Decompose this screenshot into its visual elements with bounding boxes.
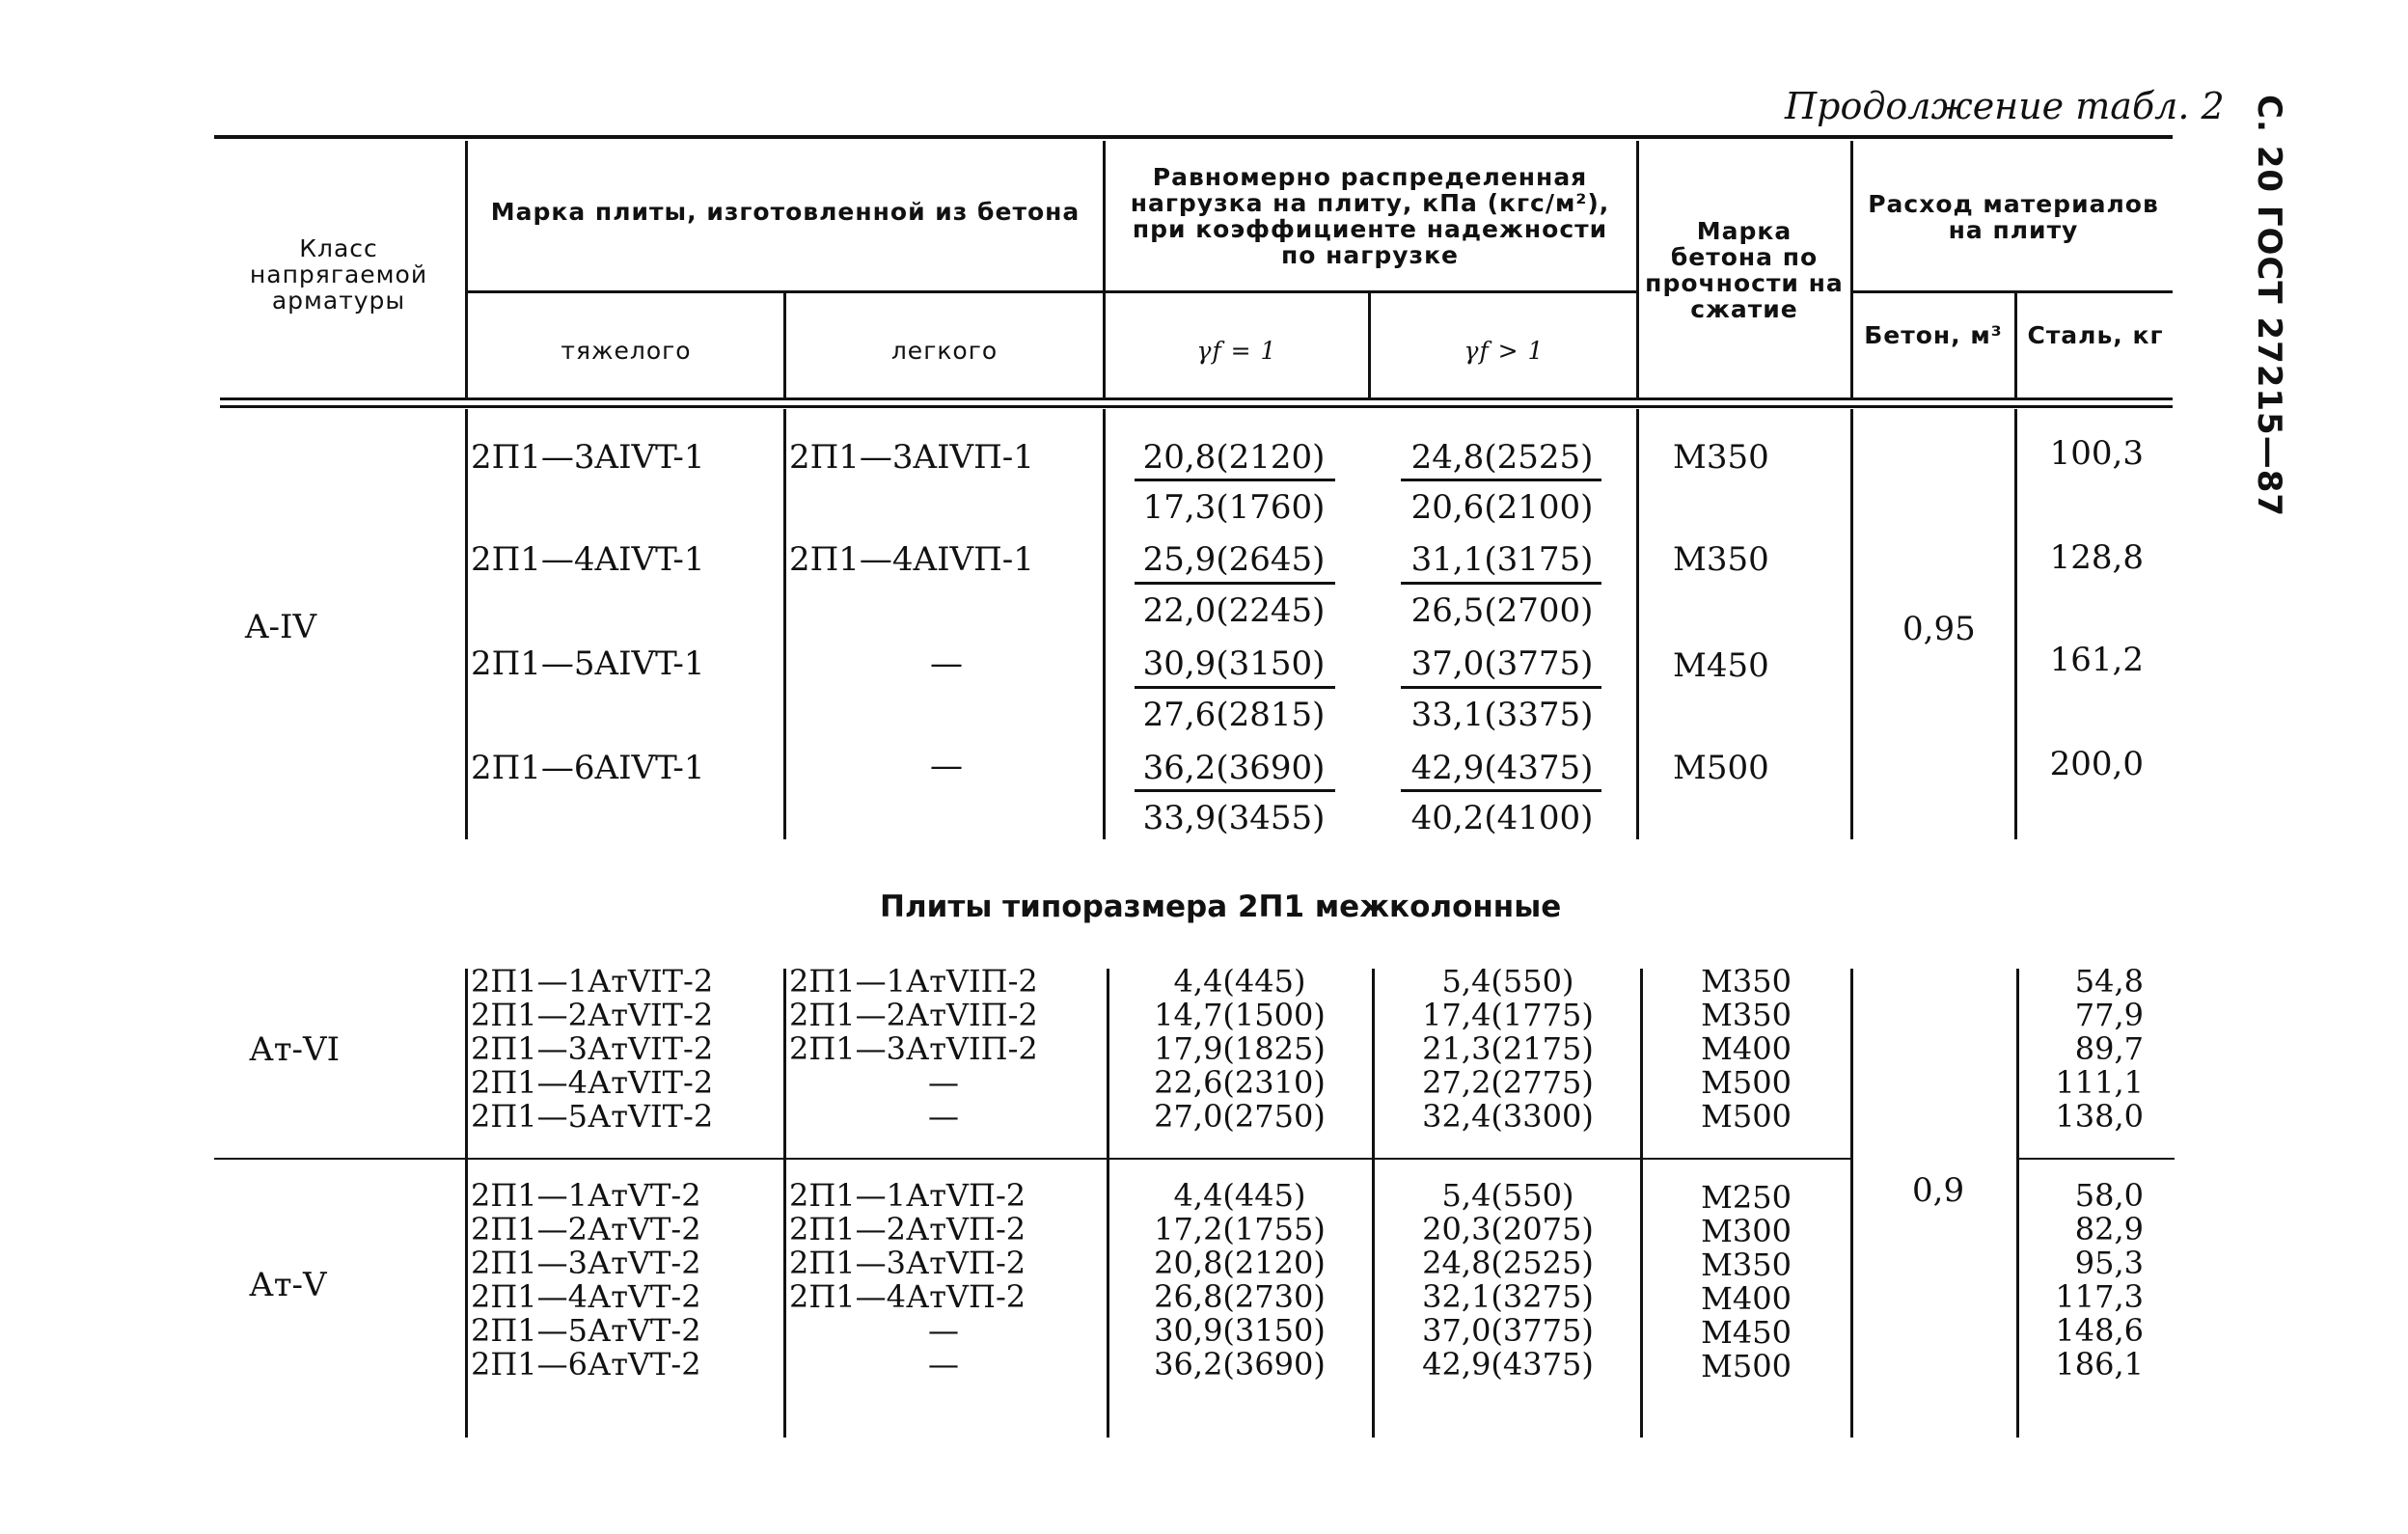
s1-gamma1-top: 25,9(2645)	[1142, 540, 1326, 579]
s2b-light-marks	[789, 1179, 1098, 1382]
continuation-title: Продолжение табл. 2	[1785, 85, 2225, 127]
header-concrete-grade: Марка бетона по прочности на сжатие	[1645, 217, 1844, 323]
s1-gamma1-bot: 33,9(3455)	[1142, 799, 1326, 837]
s1-gamma1-bot: 27,6(2815)	[1142, 696, 1326, 734]
s2b-heavy-marks: 2П1—1АтVТ-2 2П1—2АтVТ-2 2П1—3АтVТ-2 2П1—4АтVТ-2 2П1—5АтVТ-2 2П1—6АтVТ-2	[471, 1177, 701, 1383]
class-at-vi: Ат-VI	[249, 1030, 341, 1069]
section1-concrete-volume: 0,95	[1902, 610, 1976, 648]
section-caption: Плиты типоразмера 2П1 межколонные	[880, 890, 1562, 924]
fraction-bar	[1135, 686, 1335, 689]
s2a-grades: M350 M350 M400 M500 M500	[1701, 963, 1792, 1135]
s2a-heavy-marks: 2П1—1АтVIТ-2 2П1—2АтVIТ-2 2П1—3АтVIТ-2 2П1—4АтVIТ-2 2П1—5АтVIТ-2	[471, 963, 714, 1135]
s1-gamma1-top: 36,2(3690)	[1142, 749, 1326, 787]
header-materials: Расход материалов на плиту	[1868, 190, 2159, 244]
header-light: легкого	[890, 337, 999, 365]
body-divider	[1850, 409, 1853, 839]
class-at-v: Ат-V	[249, 1266, 327, 1304]
fraction-bar	[1401, 686, 1601, 689]
s1-gamma2-bot: 33,1(3375)	[1410, 696, 1594, 734]
s1-grade: M350	[1673, 540, 1769, 579]
light-mark-line: 2П1—1АтVП-2	[789, 1177, 1026, 1214]
light-mark-line: 2П1—2АтVП-2	[789, 1211, 1026, 1247]
body-divider	[1636, 409, 1639, 839]
light-mark-line: —	[928, 1098, 959, 1135]
s1-heavy-mark: 2П1—3AIVT-1	[471, 438, 705, 477]
header-divider	[1368, 291, 1371, 397]
s1-gamma2-bot: 26,5(2700)	[1410, 591, 1594, 630]
header-subline	[1852, 290, 2173, 293]
s1-gamma2-bot: 20,6(2100)	[1410, 488, 1594, 527]
s1-gamma1-top: 20,8(2120)	[1142, 438, 1326, 477]
body-divider	[783, 969, 786, 1438]
s2b-grades: M250 M300 M350 M400 M450 M500	[1701, 1179, 1792, 1384]
header-divider	[1850, 141, 1853, 397]
fraction-bar	[1401, 582, 1601, 585]
s1-grade: M450	[1673, 646, 1769, 685]
fraction-bar	[1401, 479, 1601, 481]
body-divider	[465, 969, 468, 1438]
s1-heavy-mark: 2П1—6AIVT-1	[471, 749, 705, 787]
s2a-steel: 54,8 77,9 89,7 111,1 138,0	[2055, 963, 2144, 1135]
header-gamma-eq: γf = 1	[1196, 337, 1277, 365]
fraction-bar	[1135, 789, 1335, 792]
s1-gamma2-bot: 40,2(4100)	[1410, 799, 1594, 837]
light-mark-line: 2П1—3АтVП-2	[789, 1245, 1026, 1281]
header-bottom-border	[220, 397, 2173, 400]
header-gamma-gt: γf > 1	[1464, 337, 1545, 365]
s1-steel: 161,2	[2049, 641, 2144, 679]
side-page-label: С. 20 ГОСТ 27215—87	[2250, 95, 2288, 518]
body-divider	[1850, 969, 1853, 1438]
group-separator	[2018, 1158, 2175, 1160]
s2a-gamma1: 4,4(445) 14,7(1500) 17,9(1825) 22,6(2310) 27,0(2750)	[1154, 963, 1326, 1135]
s2a-gamma2: 5,4(550) 17,4(1775) 21,3(2175) 27,2(2775) 32,4(3300)	[1422, 963, 1594, 1135]
light-mark-line: —	[928, 1346, 959, 1383]
s1-light-mark: —	[930, 644, 963, 683]
s1-steel: 200,0	[2049, 745, 2144, 783]
s1-steel: 100,3	[2049, 434, 2144, 473]
header-divider	[1103, 141, 1106, 397]
s1-light-mark: 2П1—3AIVП-1	[789, 438, 1034, 477]
s1-gamma2-top: 37,0(3775)	[1410, 644, 1594, 683]
header-divider	[1636, 141, 1639, 397]
light-mark-line: —	[928, 1064, 959, 1101]
s1-grade: M500	[1673, 749, 1769, 787]
fraction-bar	[1135, 479, 1335, 481]
table-top-border	[214, 135, 2173, 139]
header-load-group: Равномерно распределенная нагрузка на плиту, кПа (кгс/м²), при коэффициенте надежности по нагрузке	[1130, 163, 1610, 269]
light-mark-line: —	[928, 1312, 959, 1349]
body-divider	[2016, 969, 2019, 1438]
s1-gamma1-bot: 22,0(2245)	[1142, 591, 1326, 630]
header-heavy: тяжелого	[561, 337, 692, 365]
s1-gamma2-top: 24,8(2525)	[1410, 438, 1594, 477]
body-divider	[783, 409, 786, 839]
s1-grade: M350	[1673, 438, 1769, 477]
header-divider	[783, 291, 786, 397]
s2b-gamma1: 4,4(445) 17,2(1755) 20,8(2120) 26,8(2730) 30,9(3150) 36,2(3690)	[1154, 1177, 1326, 1383]
class-a-iv: A-IV	[245, 608, 317, 646]
light-mark-line: 2П1—4АтVП-2	[789, 1278, 1026, 1315]
s1-light-mark: —	[930, 747, 963, 785]
s1-heavy-mark: 2П1—4AIVT-1	[471, 540, 705, 579]
header-subline	[467, 290, 1636, 293]
s1-gamma2-top: 42,9(4375)	[1410, 749, 1594, 787]
s1-gamma1-bot: 17,3(1760)	[1142, 488, 1326, 527]
body-divider	[1640, 969, 1643, 1438]
s1-gamma2-top: 31,1(3175)	[1410, 540, 1594, 579]
s2b-steel: 58,0 82,9 95,3 117,3 148,6 186,1	[2055, 1177, 2144, 1383]
header-steel: Сталь, кг	[2027, 321, 2164, 349]
body-divider	[1372, 969, 1375, 1438]
s2b-gamma2: 5,4(550) 20,3(2075) 24,8(2525) 32,1(3275) 37,0(3775) 42,9(4375)	[1422, 1177, 1594, 1383]
header-concrete: Бетон, м³	[1864, 321, 2003, 349]
header-bottom-border	[220, 405, 2173, 408]
fraction-bar	[1135, 582, 1335, 585]
header-divider	[2014, 291, 2017, 397]
s1-light-mark: 2П1—4AIVП-1	[789, 540, 1034, 579]
fraction-bar	[1401, 789, 1601, 792]
header-divider	[465, 141, 468, 397]
header-mark-group: Марка плиты, изготовленной из бетона	[490, 198, 1081, 226]
s1-steel: 128,8	[2049, 538, 2144, 577]
s1-gamma1-top: 30,9(3150)	[1142, 644, 1326, 683]
group-separator	[214, 1158, 1850, 1160]
header-class: Класс напрягаемой арматуры	[249, 234, 428, 315]
section2-concrete-volume: 0,9	[1912, 1171, 1965, 1210]
body-divider	[465, 409, 468, 839]
s1-heavy-mark: 2П1—5AIVT-1	[471, 644, 705, 683]
